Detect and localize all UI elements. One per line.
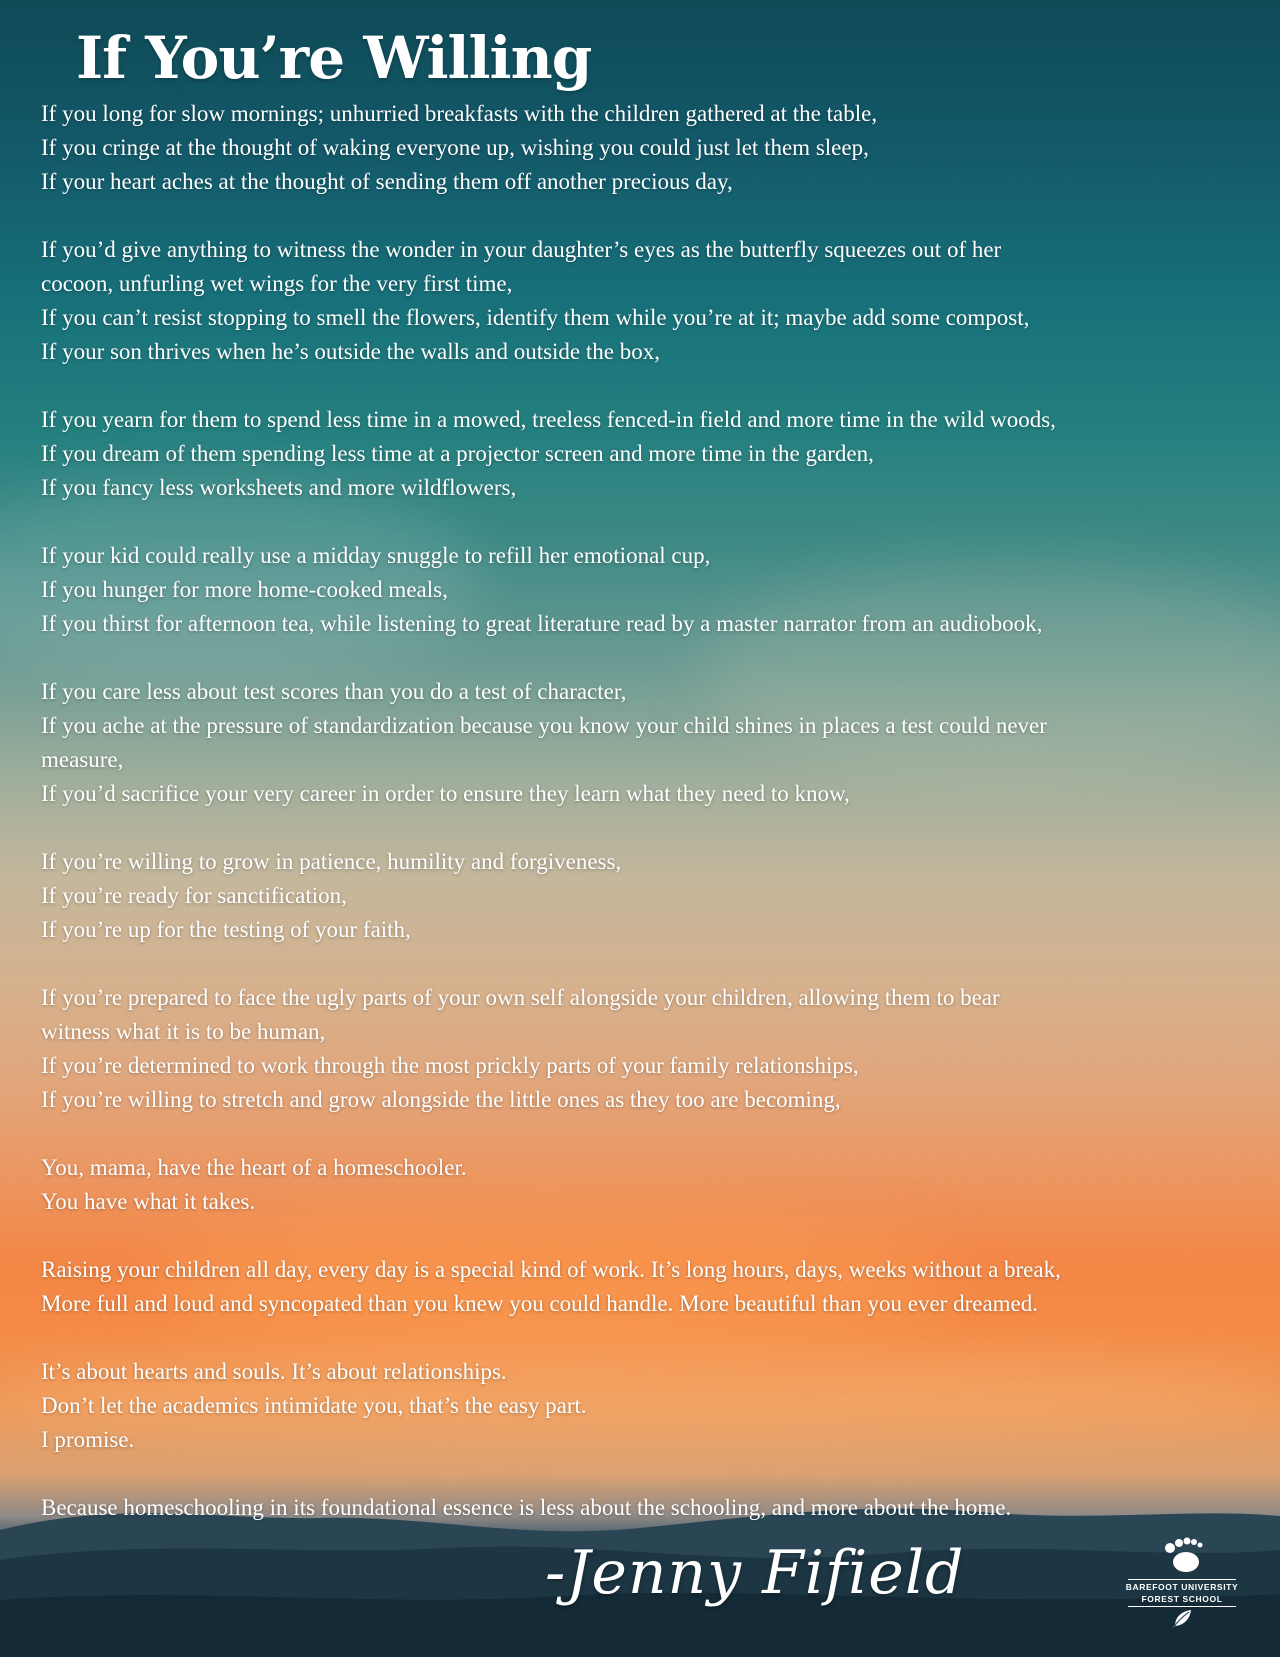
leaf-icon (1167, 1608, 1197, 1628)
logo-divider (1128, 1606, 1236, 1607)
poem-line: If you hunger for more home-cooked meals, (41, 577, 448, 602)
stanza (41, 233, 1266, 369)
poem-line: If you care less about test scores than you do a test of character, (41, 679, 627, 704)
poem-line: witness what it is to be human, (41, 1019, 326, 1044)
poem-line: If you fancy less worksheets and more wildflowers, (41, 475, 517, 500)
poem-line: If your son thrives when he’s outside the walls and outside the box, (41, 339, 660, 364)
poem-line: If you’re ready for sanctification, (41, 883, 347, 908)
poem-line: If you’re determined to work through the most prickly parts of your family relationships, (41, 1053, 859, 1078)
logo-divider (1128, 1579, 1236, 1580)
poem-line: cocoon, unfurling wet wings for the very first time, (41, 271, 513, 296)
poem-line: If you long for slow mornings; unhurried breakfasts with the children gathered at the table, (41, 101, 878, 126)
poem-line: If your kid could really use a midday snuggle to refill her emotional cup, (41, 543, 711, 568)
poem-line: If you’re willing to grow in patience, humility and forgiveness, (41, 849, 622, 874)
poem-line: If you’re up for the testing of your faith, (41, 917, 411, 942)
poem-line: If you’re willing to stretch and grow alongside the little ones as they too are becoming, (41, 1087, 841, 1112)
poem-line: If you dream of them spending less time at a projector screen and more time in the garden, (41, 441, 874, 466)
poem-line: It’s about hearts and souls. It’s about relationships. (41, 1359, 507, 1384)
stanza (41, 97, 1266, 199)
stanza (41, 845, 1266, 947)
poem-line: Don’t let the academics intimidate you, that’s the easy part. (41, 1393, 587, 1418)
forest-school-logo (1124, 1536, 1240, 1632)
logo-line-2: FOREST SCHOOL (1141, 1594, 1223, 1604)
stanza (41, 981, 1266, 1117)
poem-line: If you’d give anything to witness the wonder in your daughter’s eyes as the butterfly squeezes out of her (41, 237, 1002, 262)
poem-line: If you ache at the pressure of standardization because you know your child shines in places a test could never (41, 713, 1047, 738)
stanza (41, 403, 1266, 505)
stanza (41, 1355, 1266, 1457)
footprint-leaf-icon (1152, 1536, 1212, 1574)
poem-line: If you’d sacrifice your very career in order to ensure they learn what they need to know, (41, 781, 850, 806)
poem-line: If you can’t resist stopping to smell the flowers, identify them while you’re at it; maybe add some compost, (41, 305, 1030, 330)
stanza (41, 1253, 1266, 1321)
poem-line: You, mama, have the heart of a homeschooler. (41, 1155, 467, 1180)
stanza (41, 675, 1266, 811)
poem-line: If you thirst for afternoon tea, while listening to great literature read by a master narrator from an audiobook, (41, 611, 1043, 636)
stanza (41, 1491, 1266, 1525)
poem-line: I promise. (41, 1427, 135, 1452)
poem-line: If your heart aches at the thought of sending them off another precious day, (41, 169, 733, 194)
page-title: If You’re Willing (76, 24, 592, 92)
poem-line: measure, (41, 747, 124, 772)
poem-line: Because homeschooling in its foundational essence is less about the schooling, and more about the home. (41, 1495, 1012, 1520)
poem-line: If you yearn for them to spend less time in a mowed, treeless fenced-in field and more time in the wild woods, (41, 407, 1056, 432)
stanza (41, 1151, 1266, 1219)
logo-line-1: BAREFOOT UNIVERSITY (1125, 1582, 1239, 1592)
poem-line: More full and loud and syncopated than you knew you could handle. More beautiful than you ever dreamed. (41, 1291, 1039, 1316)
poem-line: If you cringe at the thought of waking everyone up, wishing you could just let them sleep, (41, 135, 869, 160)
poem-line: Raising your children all day, every day is a special kind of work. It’s long hours, days, weeks without a break, (41, 1257, 1061, 1282)
poem-line: You have what it takes. (41, 1189, 256, 1214)
poem-line: If you’re prepared to face the ugly parts of your own self alongside your children, allowing them to bear (41, 985, 1000, 1010)
poem-body (41, 97, 1266, 1559)
author-signature: -Jenny Fifield (545, 1538, 965, 1608)
stanza (41, 539, 1266, 641)
